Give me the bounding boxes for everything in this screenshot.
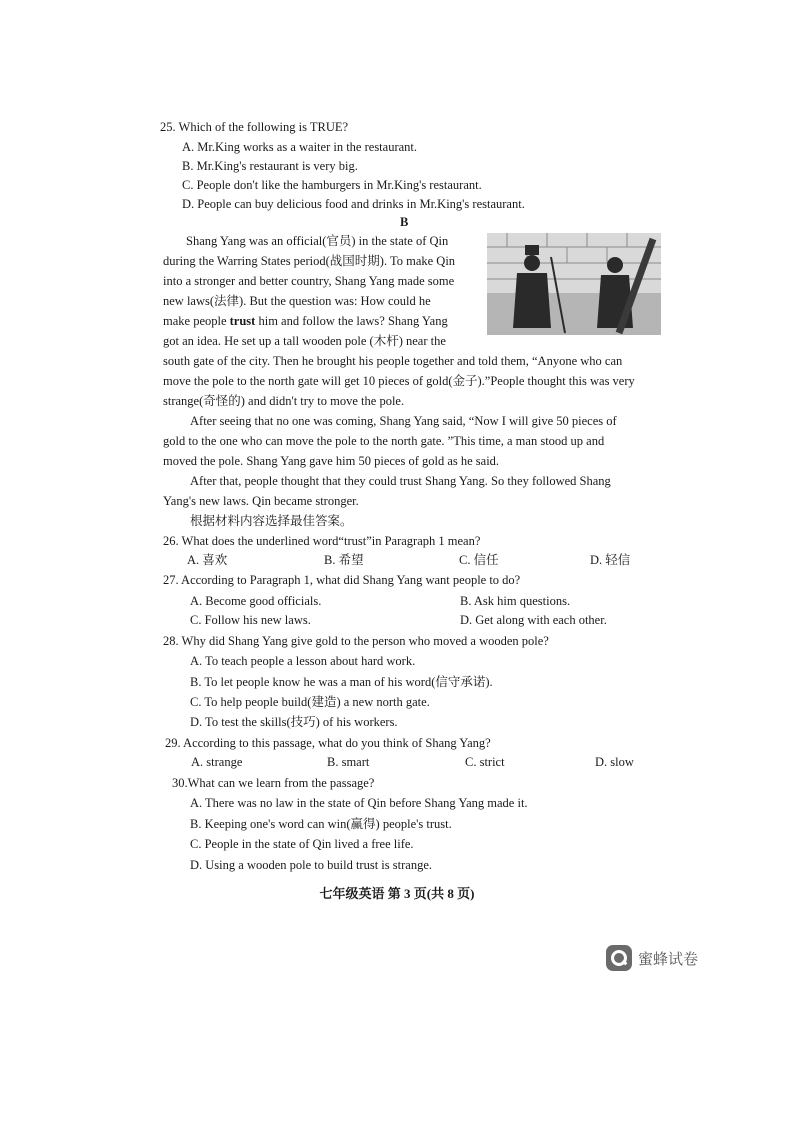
q30-option-a: A. There was no law in the state of Qin before Shang Yang made it.: [190, 796, 528, 810]
passage-illustration: [487, 233, 661, 335]
passage-p1-line: strange(奇怪的) and didn't try to move the pole.: [163, 394, 405, 408]
q29-stem: 29. According to this passage, what do you think of Shang Yang?: [165, 736, 491, 750]
q25-option-a: A. Mr.King works as a waiter in the restaurant.: [182, 140, 418, 154]
q25-option-b: B. Mr.King's restaurant is very big.: [182, 159, 358, 173]
watermark-text: 蜜蜂试卷: [638, 949, 699, 968]
q25-option-c: C. People don't like the hamburgers in Mr.King's restaurant.: [182, 178, 482, 192]
passage-p1-line: into a stronger and better country, Shang Yang made some: [163, 274, 455, 288]
text-span: make people: [163, 314, 230, 328]
passage-p2-line: After seeing that no one was coming, Shang Yang said, “Now I will give 50 pieces of: [190, 414, 617, 428]
q25-option-d: D. People can buy delicious food and drinks in Mr.King's restaurant.: [182, 197, 525, 211]
q29-option-d: D. slow: [595, 755, 634, 769]
illustration-svg: [487, 233, 661, 335]
q29-option-a: A. strange: [191, 755, 243, 769]
q28-option-c: C. To help people build(建造) a new north gate.: [190, 695, 430, 709]
q26-stem: 26. What does the underlined word“trust”in Paragraph 1 mean?: [163, 534, 481, 548]
q26-option-d: D. 轻信: [590, 553, 631, 567]
passage-p1-line: south gate of the city. Then he brought his people together and told them, “Anyone who can: [163, 354, 623, 368]
q26-option-b: B. 希望: [324, 553, 364, 567]
q25-stem: 25. Which of the following is TRUE?: [160, 120, 349, 134]
q27-stem: 27. According to Paragraph 1, what did Shang Yang want people to do?: [163, 573, 521, 587]
passage-p2-line: moved the pole. Shang Yang gave him 50 pieces of gold as he said.: [163, 454, 500, 468]
passage-p1-line: move the pole to the north gate will get 10 pieces of gold(金子).”People thought this was very: [163, 374, 635, 388]
q27-option-d: D. Get along with each other.: [460, 613, 607, 627]
passage-p1-line: [163, 311, 448, 331]
trust-word: trust: [229, 314, 256, 328]
q28-option-d: D. To test the skills(技巧) of his workers.: [190, 715, 398, 729]
passage-p1-line: during the Warring States period(战国时期). To make Qin: [163, 254, 456, 268]
q27-option-a: A. Become good officials.: [190, 594, 322, 608]
passage-p3-line: After that, people thought that they could trust Shang Yang. So they followed Shang: [190, 474, 611, 488]
watermark: [606, 944, 698, 972]
q29-option-c: C. strict: [465, 755, 505, 769]
q28-option-b: B. To let people know he was a man of his word(信守承诺).: [190, 675, 493, 689]
passage-p1-line: got an idea. He set up a tall wooden pole (木杆) near the: [163, 334, 446, 348]
instruction: 根据材料内容选择最佳答案。: [190, 514, 353, 528]
q26-option-c: C. 信任: [459, 553, 499, 567]
section-b-label: B: [400, 215, 409, 229]
q28-stem: 28. Why did Shang Yang give gold to the person who moved a wooden pole?: [163, 634, 549, 648]
q27-option-b: B. Ask him questions.: [460, 594, 571, 608]
passage-p1-line: new laws(法律). But the question was: How could he: [163, 294, 431, 308]
q26-option-a: A. 喜欢: [187, 553, 228, 567]
q29-option-b: B. smart: [327, 755, 370, 769]
q27-option-c: C. Follow his new laws.: [190, 613, 311, 627]
q28-option-a: A. To teach people a lesson about hard work.: [190, 654, 416, 668]
passage-p1-line: Shang Yang was an official(官员) in the state of Qin: [186, 234, 449, 248]
page-footer: 七年级英语 第 3 页(共 8 页): [319, 886, 475, 901]
q30-stem: 30.What can we learn from the passage?: [172, 776, 375, 790]
passage-p2-line: gold to the one who can move the pole to the north gate. ”This time, a man stood up and: [163, 434, 605, 448]
q30-option-b: B. Keeping one's word can win(赢得) people's trust.: [190, 817, 452, 831]
text-span: him and follow the laws? Shang Yang: [255, 314, 448, 328]
search-icon: [606, 945, 632, 971]
q30-option-d: D. Using a wooden pole to build trust is strange.: [190, 858, 432, 872]
q30-option-c: C. People in the state of Qin lived a free life.: [190, 837, 414, 851]
passage-p3-line: Yang's new laws. Qin became stronger.: [163, 494, 359, 508]
